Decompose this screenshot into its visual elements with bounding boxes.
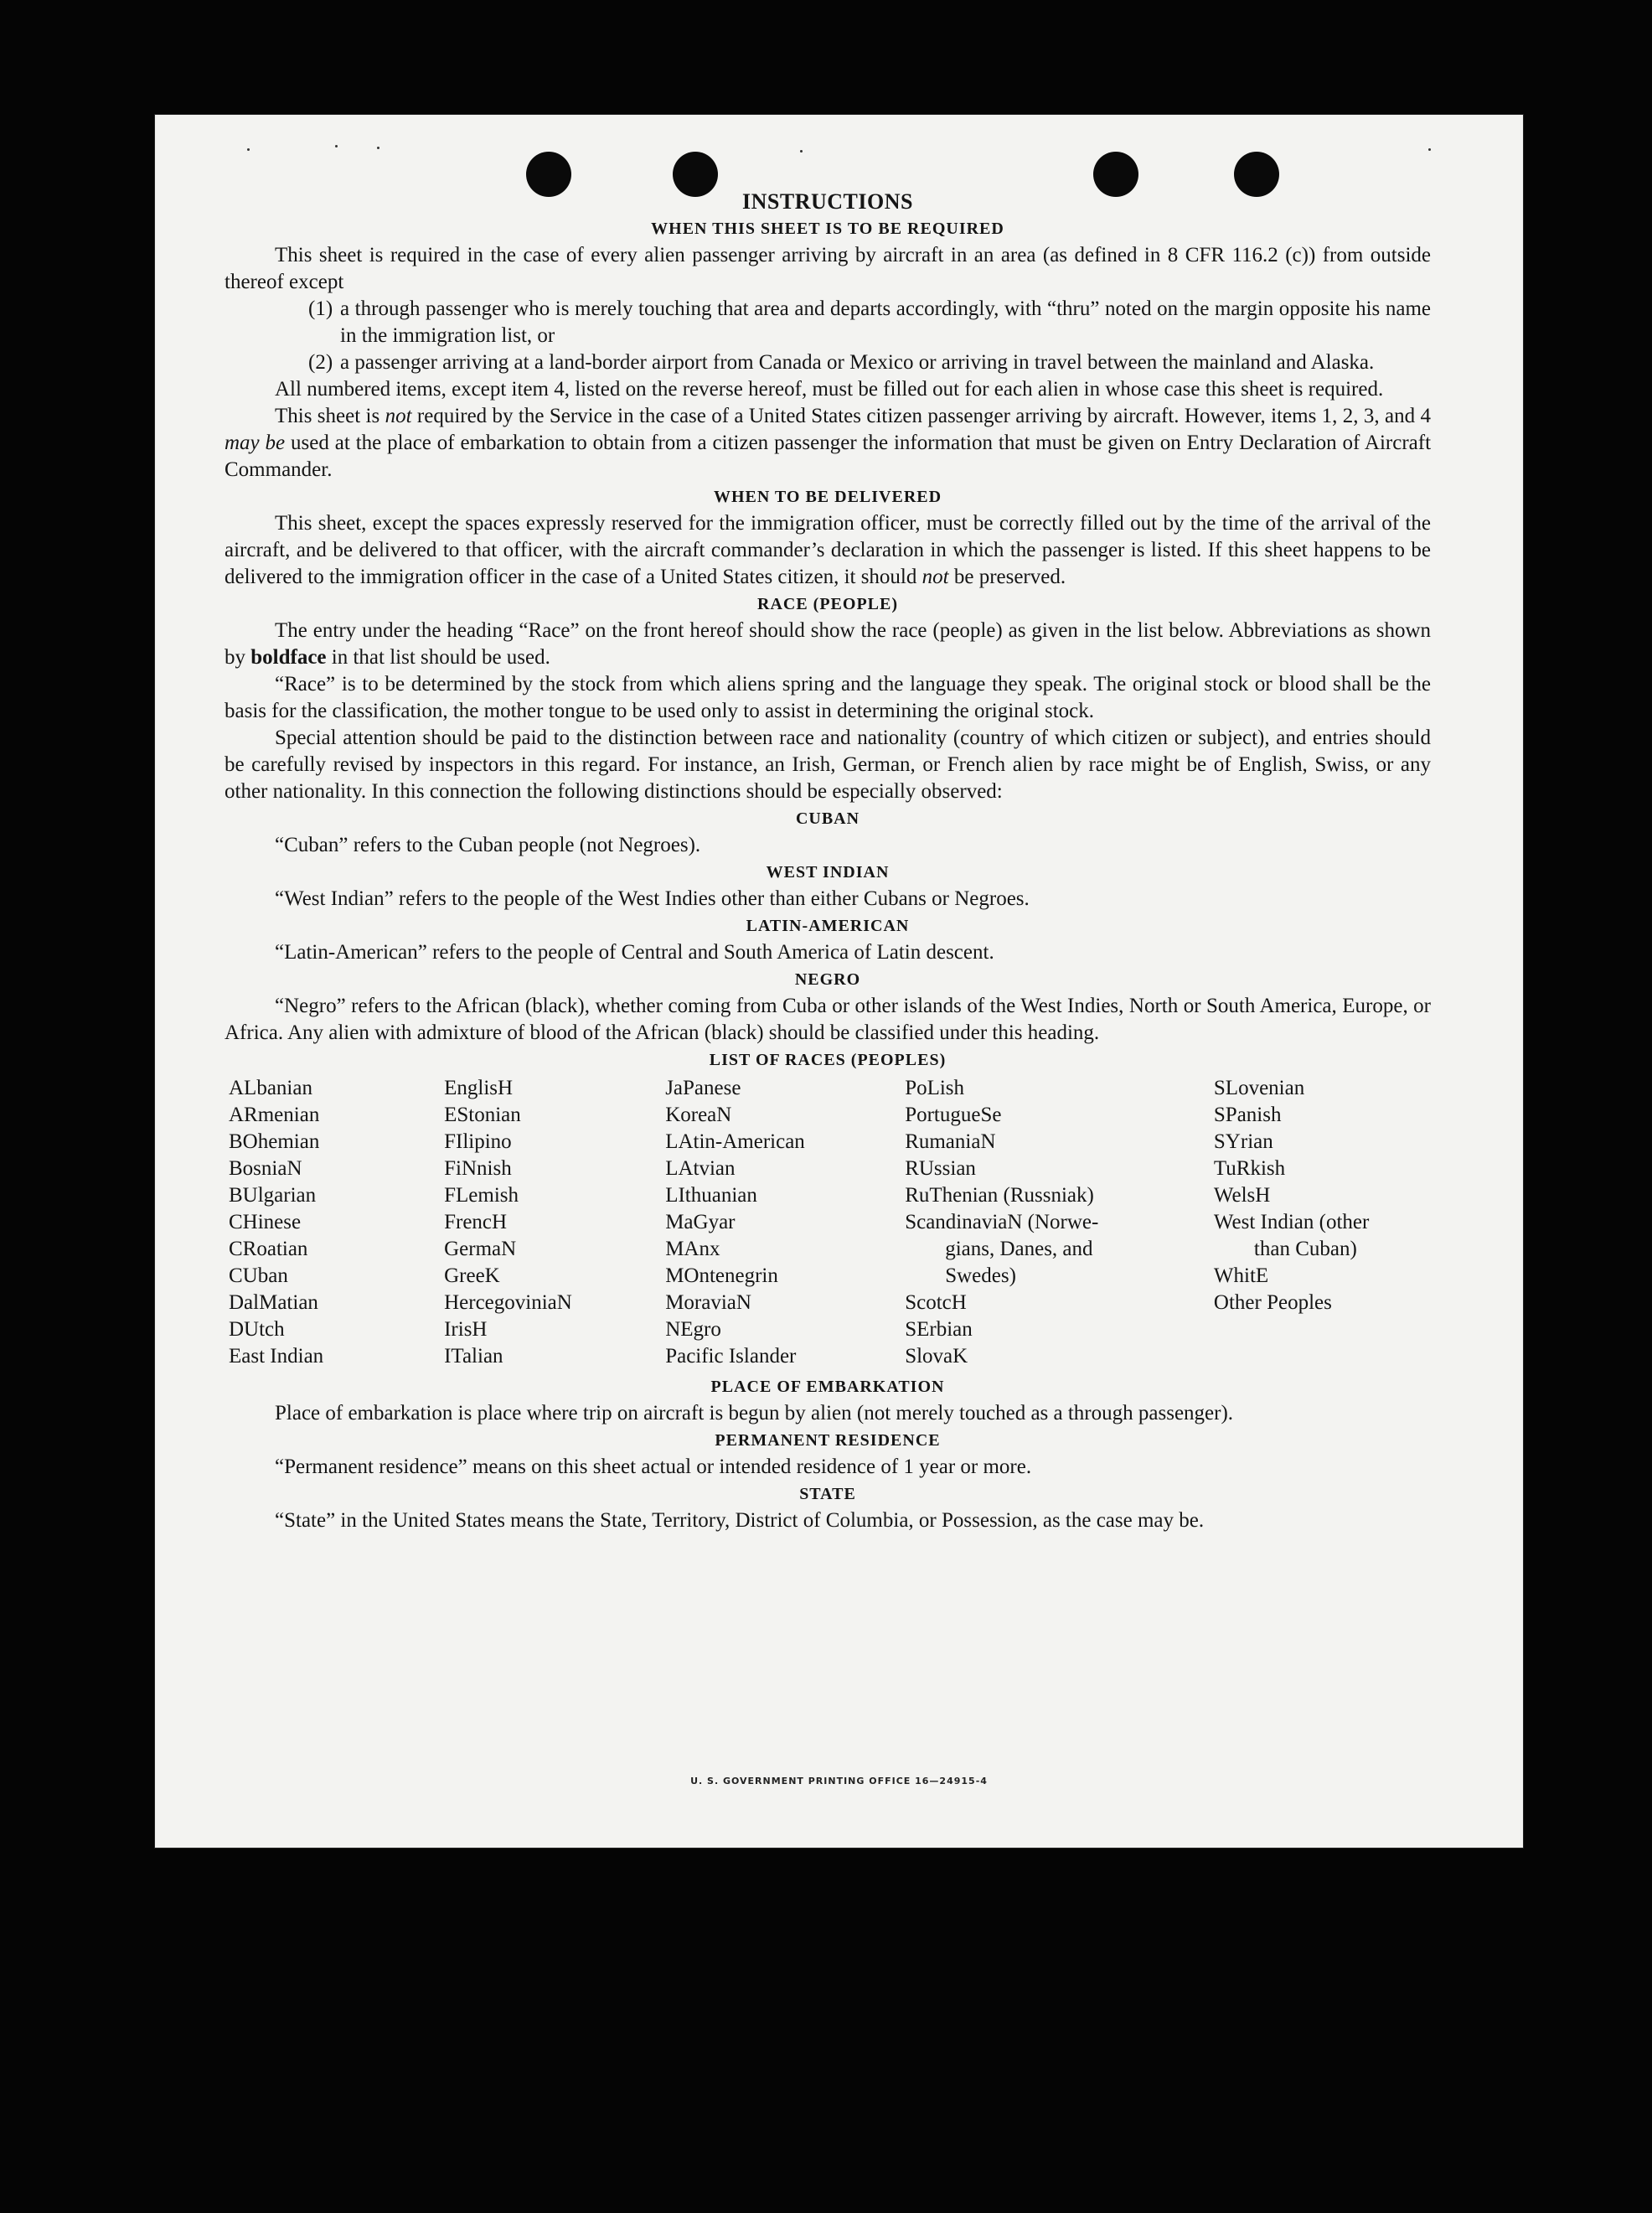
numbered-item bbox=[308, 296, 1431, 349]
paragraph: “West Indian” refers to the people of the West Indies other than either Cubans or Negroes. bbox=[275, 887, 1030, 910]
race-entry: WelsH bbox=[1213, 1184, 1271, 1207]
race-entry: MoraviaN bbox=[665, 1291, 751, 1314]
race-entry: LAtvian bbox=[665, 1157, 736, 1180]
section-heading: RACE (PEOPLE) bbox=[757, 595, 898, 613]
race-entry: ITalian bbox=[444, 1345, 503, 1368]
race-entry: ALbanian bbox=[229, 1077, 312, 1099]
race-entry: FiNnish bbox=[444, 1157, 512, 1180]
race-entry: RUssian bbox=[905, 1157, 976, 1180]
race-entry: BOhemian bbox=[229, 1130, 320, 1153]
page-title: INSTRUCTIONS bbox=[742, 189, 913, 214]
races-column-5 bbox=[1214, 1075, 1431, 1370]
race-entry: LAtin-American bbox=[665, 1130, 805, 1153]
paragraph: All numbered items, except item 4, listed on the reverse hereof, must be filled out for each alien in whose case this sheet is required. bbox=[275, 378, 1384, 401]
race-entry: WhitE bbox=[1213, 1264, 1269, 1287]
race-entry: CRoatian bbox=[229, 1238, 308, 1260]
speck bbox=[800, 150, 803, 153]
race-entry: ScotcH bbox=[905, 1291, 967, 1314]
race-entry: SlovaK bbox=[905, 1345, 968, 1368]
races-column-3 bbox=[665, 1075, 905, 1370]
numbered-item bbox=[308, 349, 1431, 376]
paragraph: “Negro” refers to the African (black), whether coming from Cuba or other islands of the West Indies, North or South America, Europe, or Africa. Any alien with admixture of blood of the African (black) should be classified under this heading. bbox=[225, 995, 1431, 1044]
speck bbox=[1428, 148, 1431, 151]
race-entry: gians, Danes, and bbox=[945, 1238, 1093, 1260]
paragraph: The entry under the heading “Race” on the front hereof should show the race (people) as given in the list below. Abbreviations as shown by boldface in that list should be used. bbox=[225, 619, 1431, 669]
race-entry: MOntenegrin bbox=[665, 1264, 778, 1287]
race-entry: GermaN bbox=[444, 1238, 517, 1260]
section-heading: STATE bbox=[799, 1485, 856, 1503]
race-entry: RumaniaN bbox=[905, 1130, 996, 1153]
item-text: a through passenger who is merely touching that area and departs accordingly, with “thru” noted on the margin opposite his name in the immigration list, or bbox=[340, 297, 1431, 347]
races-column-2 bbox=[444, 1075, 665, 1370]
section-heading: LIST OF RACES (PEOPLES) bbox=[709, 1051, 947, 1069]
instructions-content bbox=[225, 189, 1431, 1534]
paragraph: This sheet is required in the case of every alien passenger arriving by aircraft in an area (as defined in 8 CFR 116.2 (c)) from outside thereof except bbox=[225, 244, 1431, 293]
race-entry: CUban bbox=[229, 1264, 288, 1287]
paragraph: This sheet, except the spaces expressly reserved for the immigration officer, must be correctly filled out by the time of the arrival of the aircraft, and be delivered to that officer, with the aircraft commander’s declaration in which the passenger is listed. If this sheet happens to be delivered to the immigration officer in the case of a United States citizen, it should not be preserved. bbox=[225, 512, 1431, 588]
race-entry: JaPanese bbox=[665, 1077, 741, 1099]
section-heading: WHEN THIS SHEET IS TO BE REQUIRED bbox=[651, 220, 1004, 238]
race-entry: Pacific Islander bbox=[665, 1345, 797, 1368]
race-entry: BosniaN bbox=[229, 1157, 302, 1180]
paragraph: “Latin-American” refers to the people of Central and South America of Latin descent. bbox=[275, 941, 994, 964]
race-entry: than Cuban) bbox=[1253, 1238, 1357, 1260]
race-entry: SYrian bbox=[1213, 1130, 1273, 1153]
speck bbox=[377, 147, 379, 149]
race-entry: SErbian bbox=[905, 1318, 973, 1341]
race-entry: GreeK bbox=[444, 1264, 500, 1287]
paragraph: Special attention should be paid to the distinction between race and nationality (country of which citizen or subject), and entries should be carefully revised by inspectors in this regard. For instance, an Irish, German, or French alien by race might be of English, Swiss, or any other nationality. In this connection the following distinctions should be especially observed: bbox=[225, 726, 1431, 803]
paragraph: “Race” is to be determined by the stock from which aliens spring and the language they speak. The original stock or blood shall be the basis for the classification, the mother tongue to be used only to assist in determining the original stock. bbox=[225, 673, 1431, 722]
section-heading: WEST INDIAN bbox=[766, 863, 890, 882]
race-entry: EnglisH bbox=[444, 1077, 514, 1099]
race-entry: FIlipino bbox=[444, 1130, 512, 1153]
race-entry: SLovenian bbox=[1213, 1077, 1305, 1099]
race-entry: East Indian bbox=[229, 1345, 324, 1368]
document-page bbox=[155, 115, 1523, 1848]
section-heading: WHEN TO BE DELIVERED bbox=[713, 488, 942, 506]
race-entry: ScandinaviaN (Norwe- bbox=[905, 1211, 1099, 1233]
race-entry: NEgro bbox=[665, 1318, 721, 1341]
race-entry: FrencH bbox=[444, 1211, 508, 1233]
race-entry: EStonian bbox=[444, 1104, 521, 1126]
race-entry: BUlgarian bbox=[229, 1184, 317, 1207]
race-entry: RuThenian (Russniak) bbox=[905, 1184, 1094, 1207]
race-entry: ARmenian bbox=[229, 1104, 320, 1126]
paragraph: Place of embarkation is place where trip on aircraft is begun by alien (not merely touched as a through passenger). bbox=[275, 1402, 1234, 1424]
race-entry: TuRkish bbox=[1213, 1157, 1286, 1180]
race-entry: DUtch bbox=[229, 1318, 285, 1341]
speck bbox=[335, 145, 338, 147]
races-table bbox=[229, 1075, 1431, 1370]
race-entry: PortugueSe bbox=[905, 1104, 1002, 1126]
races-column-1 bbox=[229, 1075, 444, 1370]
race-entry: Other Peoples bbox=[1213, 1291, 1332, 1314]
race-entry: KoreaN bbox=[665, 1104, 732, 1126]
paragraph: “Permanent residence” means on this sheet actual or intended residence of 1 year or more. bbox=[275, 1456, 1032, 1478]
race-entry: Swedes) bbox=[945, 1264, 1016, 1287]
paragraph: “State” in the United States means the State, Territory, District of Columbia, or Possession, as the case may be. bbox=[275, 1509, 1205, 1532]
printing-office-footer: U. S. GOVERNMENT PRINTING OFFICE 16—24915-4 bbox=[690, 1776, 988, 1786]
section-heading: LATIN-AMERICAN bbox=[746, 917, 910, 935]
paragraph: This sheet is not required by the Service in the case of a United States citizen passenger arriving by aircraft. However, items 1, 2, 3, and 4 may be used at the place of embarkation to obtain from a citizen passenger the information that must be given on Entry Declaration of Aircraft Commander. bbox=[225, 405, 1432, 481]
race-entry: IrisH bbox=[444, 1318, 488, 1341]
race-entry: PoLish bbox=[905, 1077, 965, 1099]
paragraph: “Cuban” refers to the Cuban people (not Negroes). bbox=[275, 834, 701, 856]
section-heading: PERMANENT RESIDENCE bbox=[715, 1431, 941, 1450]
race-entry: MaGyar bbox=[665, 1211, 736, 1233]
item-number: (2) bbox=[308, 351, 333, 374]
race-entry: CHinese bbox=[229, 1211, 302, 1233]
race-entry: LIthuanian bbox=[665, 1184, 757, 1207]
race-entry: DalMatian bbox=[229, 1291, 318, 1314]
section-heading: PLACE OF EMBARKATION bbox=[710, 1378, 945, 1396]
section-heading: NEGRO bbox=[794, 970, 861, 989]
races-column-4 bbox=[905, 1075, 1214, 1370]
item-text: a passenger arriving at a land-border airport from Canada or Mexico or arriving in travel between the mainland and Alaska. bbox=[340, 351, 1375, 374]
speck bbox=[247, 148, 250, 151]
race-entry: HercegoviniaN bbox=[444, 1291, 572, 1314]
item-number: (1) bbox=[308, 297, 333, 320]
race-entry: SPanish bbox=[1213, 1104, 1282, 1126]
race-entry: West Indian (other bbox=[1213, 1211, 1370, 1233]
race-entry: FLemish bbox=[444, 1184, 519, 1207]
section-heading: CUBAN bbox=[795, 809, 860, 828]
race-entry: MAnx bbox=[665, 1238, 720, 1260]
